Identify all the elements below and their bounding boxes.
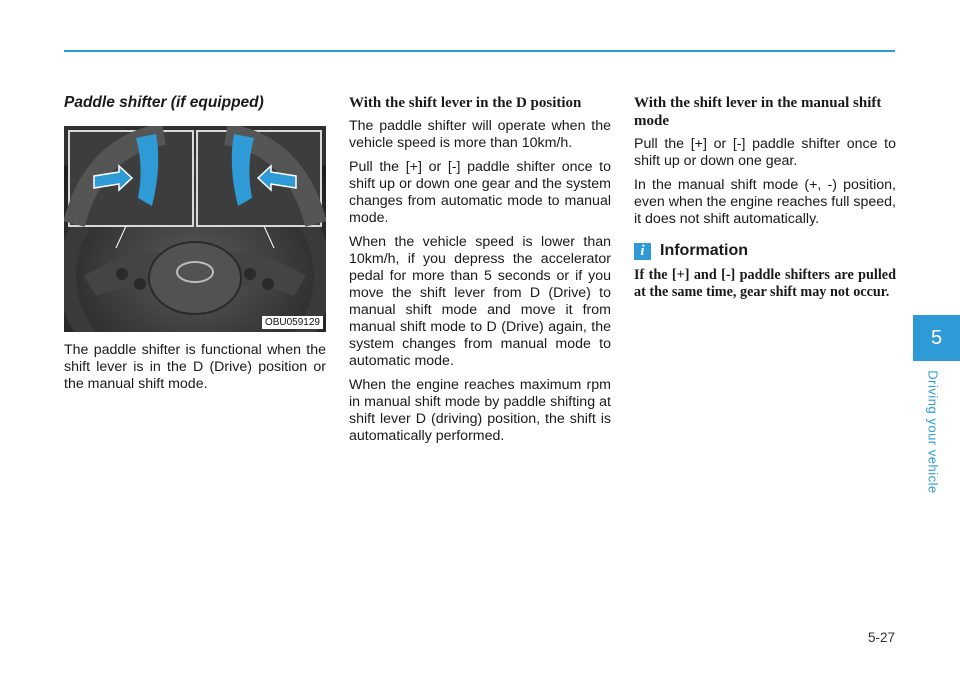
chapter-tab: 5 [913,315,960,361]
chapter-label [922,362,944,502]
top-rule [64,50,895,52]
information-header [634,242,896,260]
paragraph: The paddle shifter will operate when the vehicle speed is more than 10km/h. [349,118,611,151]
section-heading-d-position: With the shift lever in the D position [349,95,582,111]
section-heading-manual-mode: With the shift lever in the manual shift mode [634,95,882,129]
information-title: Information [660,242,748,259]
paragraph: When the engine reaches maximum rpm in manual shift mode by paddle shifting at shift lever D (driving) position, the shift is automatically performed. [349,377,611,444]
paddle-shifter-figure [64,126,326,332]
paragraph: Pull the [+] or [-] paddle shifter once to shift up or down one gear. [634,136,896,169]
paragraph: The paddle shifter is functional when the shift lever is in the D (Drive) position or the manual shift mode. [64,342,326,392]
paragraph: Pull the [+] or [-] paddle shifter once to shift up or down one gear and the system changes from automatic mode to manual mode. [349,159,611,226]
chapter-label-text: Driving your vehicle [925,370,941,494]
steering-wheel-illustration [64,126,326,332]
information-body: If the [+] and [-] paddle shifters are pulled at the same time, gear shift may not occur. [634,267,896,300]
information-icon: i [634,243,651,260]
paragraph: In the manual shift mode (+, -) position, even when the engine reaches full speed, it does not shift automatically. [634,177,896,227]
column-3 [634,94,896,301]
column-2 [349,94,611,452]
page-number: 5-27 [867,630,895,645]
figure-code: OBU059129 [262,316,323,329]
section-heading-paddle-shifter: Paddle shifter (if equipped) [64,94,264,111]
paragraph: When the vehicle speed is lower than 10km/h, if you depress the accelerator pedal for more than 5 seconds or if you move the shift lever from D (Drive) to manual shift mode and move it from manual shift mode to D (Drive) again, the system changes from manual mode to automatic mode. [349,234,611,369]
column-1 [64,94,326,400]
